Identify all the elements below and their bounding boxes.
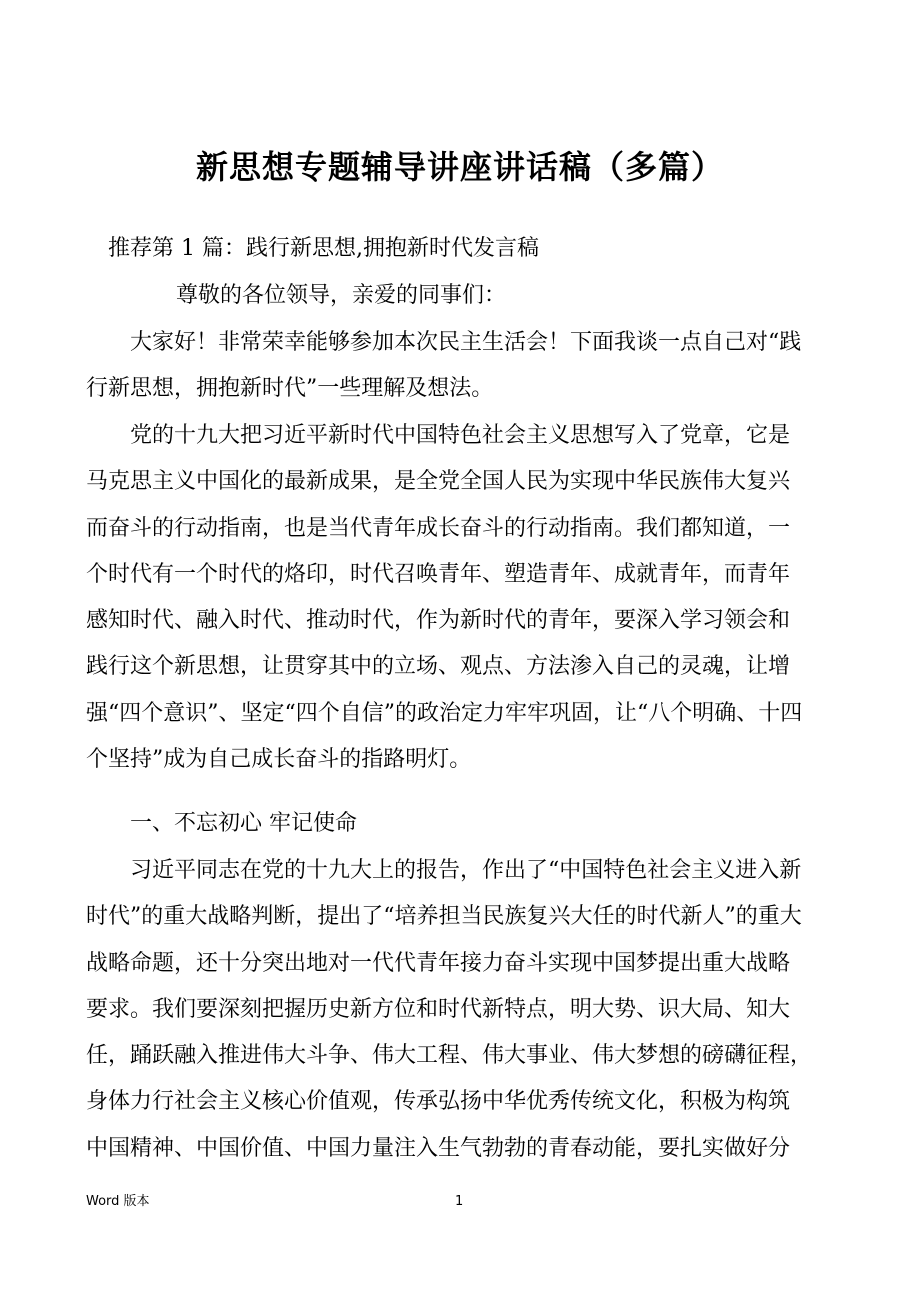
paragraph-line: 党的十九大把习近平新时代中国特色社会主义思想写入了党章，它是	[130, 423, 791, 448]
document-title: 新思想专题辅导讲座讲话稿（多篇）	[195, 148, 724, 186]
paragraph-line: 马克思主义中国化的最新成果，是全党全国人民为实现中华民族伟大复兴	[86, 469, 791, 495]
paragraph-line: 时代”的重大战略判断，提出了“培养担当民族复兴大任的时代新人”的重大	[86, 904, 802, 930]
paragraph-line: 而奋斗的行动指南，也是当代青年成长奋斗的行动指南。我们都知道，一	[86, 515, 791, 541]
paragraph-line: 任，踊跃融入推进伟大斗争、伟大工程、伟大事业、伟大梦想的磅礴征程，	[86, 1043, 813, 1069]
paragraph-3	[86, 848, 846, 1172]
greeting-line: 尊敬的各位领导，亲爱的同事们：	[176, 283, 507, 308]
paragraph-line: 个时代有一个时代的烙印，时代召唤青年、塑造青年、成就青年，而青年	[86, 561, 791, 587]
paragraph-1	[86, 320, 846, 413]
paragraph-line: 行新思想，拥抱新时代”一些理解及想法。	[86, 376, 494, 402]
section-heading: 一、不忘初心 牢记使命	[130, 811, 357, 836]
paragraph-line: 大家好！非常荣幸能够参加本次民主生活会！下面我谈一点自己对“践	[130, 330, 802, 355]
paragraph-line: 身体力行社会主义核心价值观，传承弘扬中华优秀传统文化，积极为构筑	[86, 1089, 791, 1115]
paragraph-line: 感知时代、融入时代、推动时代，作为新时代的青年，要深入学习领会和	[86, 608, 791, 634]
paragraph-2	[86, 413, 846, 783]
footer-label: Word 版本	[86, 1194, 150, 1209]
paragraph-line: 强“四个意识”、坚定“四个自信”的政治定力牢牢巩固，让“八个明确、十四	[86, 700, 803, 726]
document-subtitle: 推荐第 1 篇：践行新思想,拥抱新时代发言稿	[108, 236, 539, 261]
page-number: 1	[455, 1194, 464, 1209]
paragraph-line: 要求。我们要深刻把握历史新方位和时代新特点，明大势、识大局、知大	[86, 996, 791, 1022]
paragraph-line: 个坚持”成为自己成长奋斗的指路明灯。	[86, 747, 472, 773]
paragraph-line: 战略命题，还十分突出地对一代代青年接力奋斗实现中国梦提出重大战略	[86, 950, 791, 976]
paragraph-line: 践行这个新思想，让贯穿其中的立场、观点、方法渗入自己的灵魂，让增	[86, 654, 791, 680]
paragraph-line: 习近平同志在党的十九大上的报告，作出了“中国特色社会主义进入新	[130, 858, 802, 883]
paragraph-line: 中国精神、中国价值、中国力量注入生气勃勃的青春动能，要扎实做好分	[86, 1135, 791, 1161]
